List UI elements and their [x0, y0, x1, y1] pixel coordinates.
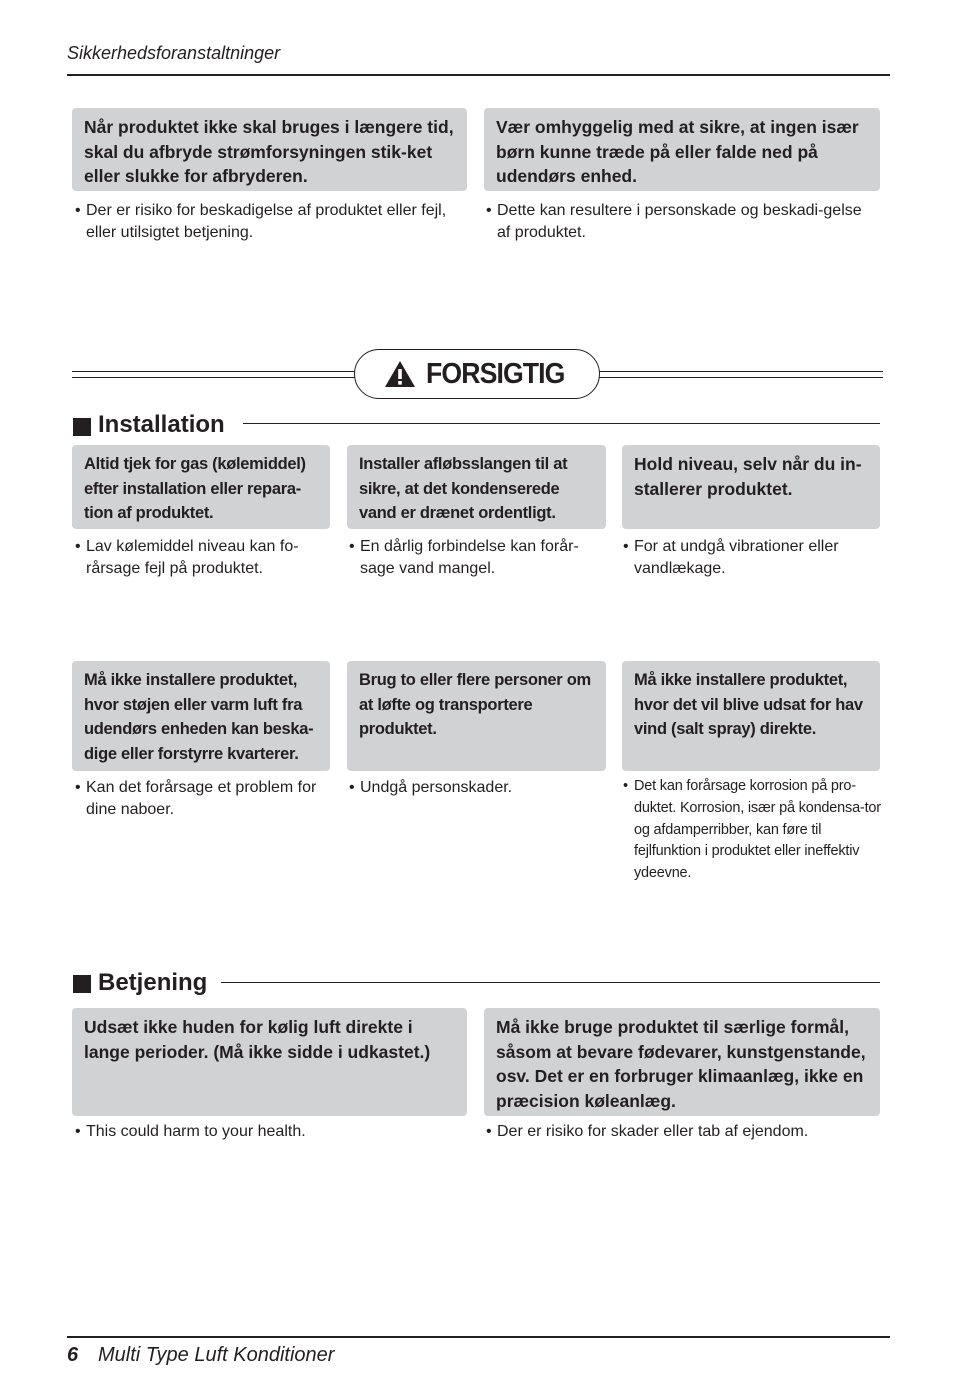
caution-note: • Lav kølemiddel niveau kan fo-rårsage fejl på produktet.	[75, 538, 299, 577]
caution-box	[622, 445, 880, 529]
section-rule	[243, 423, 880, 424]
caution-note: • Det kan forårsage korrosion på pro-duktet. Korrosion, især på kondensa-tor og afdamperribber, kan føre til fejlfunktion i produktet eller ineffektiv ydeevne.	[623, 778, 881, 882]
note-text: Dette kan resultere i personskade og beskadi-gelse af produktet.	[497, 202, 862, 241]
caution-note: • For at undgå vibrationer eller vandlækage.	[623, 538, 839, 577]
section-title-operation: Betjening	[98, 969, 208, 996]
note-text: Kan det forårsage et problem for dine naboer.	[86, 779, 317, 818]
caution-box	[72, 1008, 467, 1116]
caution-note: • En dårlig forbindelse kan forår-sage vand mangel.	[349, 538, 579, 577]
caution-text: Hold niveau, selv når du in-stallerer produktet.	[634, 454, 862, 499]
warning-triangle-icon	[384, 360, 416, 388]
note-text: For at undgå vibrationer eller vandlækage.	[634, 538, 839, 577]
caution-text: Når produktet ikke skal bruges i længere tid, skal du afbryde strømforsyningen stik-ket eller slukke for afbryderen.	[84, 117, 454, 186]
caution-text: Installer afløbsslangen til at sikre, at det kondenserede vand er drænet ordentligt.	[359, 455, 568, 522]
caution-text: Altid tjek for gas (kølemiddel) efter installation eller repara-tion af produktet.	[84, 455, 306, 522]
page-number: 6	[67, 1344, 79, 1366]
caution-text: Brug to eller flere personer om at løfte og transportere produktet.	[359, 671, 591, 738]
section-rule	[221, 982, 880, 983]
caution-note: • Der er risiko for beskadigelse af produktet eller fejl, eller utilsigtet betjening.	[75, 202, 447, 241]
caution-box	[484, 1008, 880, 1116]
note-text: This could harm to your health.	[86, 1123, 306, 1140]
caution-box	[347, 661, 606, 771]
section-title-installation: Installation	[98, 411, 225, 438]
caution-box	[347, 445, 606, 529]
note-text: Lav kølemiddel niveau kan fo-rårsage fejl på produktet.	[86, 538, 299, 577]
note-text: Undgå personskader.	[360, 779, 513, 796]
warning-rule-left	[72, 371, 356, 378]
caution-text: Må ikke installere produktet, hvor det vil blive udsat for hav vind (salt spray) direkte.	[634, 671, 863, 738]
caution-box	[72, 661, 330, 771]
caution-note: • Kan det forårsage et problem for dine naboer.	[75, 779, 317, 818]
note-text: En dårlig forbindelse kan forår-sage vand mangel.	[360, 538, 579, 577]
caution-note: • This could harm to your health.	[75, 1123, 306, 1140]
caution-box	[622, 661, 880, 771]
caution-text: Vær omhyggelig med at sikre, at ingen især børn kunne træde på eller falde ned på udendørs enhed.	[496, 117, 859, 186]
footer-title: Multi Type Luft Konditioner	[98, 1344, 335, 1366]
warning-rule-right	[598, 371, 883, 378]
caution-note: • Undgå personskader.	[349, 779, 513, 796]
caution-text: Må ikke bruge produktet til særlige formål, såsom at bevare fødevarer, kunstgenstande, osv. Det er en forbruger klimaanlæg, ikke en præcision køleanlæg.	[496, 1017, 866, 1111]
running-header: Sikkerhedsforanstaltninger	[67, 43, 281, 63]
warning-badge	[354, 349, 600, 399]
caution-text: Må ikke installere produktet, hvor støjen eller varm luft fra udendørs enheden kan beska-dige eller forstyrre kvarterer.	[84, 671, 314, 763]
note-text: Der er risiko for beskadigelse af produktet eller fejl, eller utilsigtet betjening.	[86, 202, 447, 241]
section-marker	[73, 418, 91, 436]
note-text: Det kan forårsage korrosion på pro-duktet. Korrosion, især på kondensa-tor og afdamperribber, kan føre til fejlfunktion i produktet eller ineffektiv ydeevne.	[634, 778, 881, 882]
caution-note: • Der er risiko for skader eller tab af ejendom.	[486, 1123, 809, 1140]
caution-box	[484, 108, 880, 191]
footer-rule	[67, 1336, 890, 1338]
header-rule	[67, 74, 890, 76]
warning-label: FORSIGTIG	[425, 357, 565, 390]
caution-box	[72, 445, 330, 529]
note-text: Der er risiko for skader eller tab af ejendom.	[497, 1123, 809, 1140]
section-marker	[73, 975, 91, 993]
caution-note: • Dette kan resultere i personskade og beskadi-gelse af produktet.	[486, 202, 862, 241]
caution-text: Udsæt ikke huden for kølig luft direkte i lange perioder. (Må ikke sidde i udkastet.)	[84, 1017, 431, 1062]
caution-box	[72, 108, 467, 191]
